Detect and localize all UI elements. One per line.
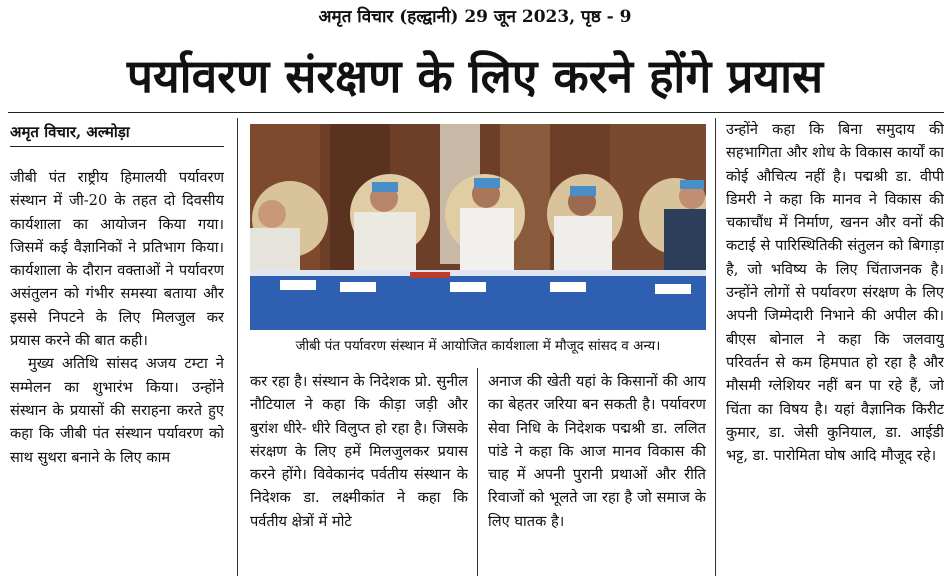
masthead: अमृत विचार (हल्द्वानी) 29 जून 2023, पृष्ठ - 9 [318,7,632,27]
article-paragraph: मुख्य अतिथि सांसद अजय टम्टा ने सम्मेलन का शुभारंभ किया। उन्होंने संस्थान के प्रयासों की सराहना करते हुए कहा कि जीबी पंत संस्थान पर्यावरण को साथ सुथरा बनाने के लिए काम [10,355,224,466]
column-divider-1 [237,118,238,576]
dateline: अमृत विचार, अल्मोड़ा [10,123,130,141]
article-column-2 [250,370,468,576]
dateline-rule [10,146,224,147]
meeting-photo [250,124,706,330]
article-paragraph: कर रहा है। संस्थान के निदेशक प्रो. सुनील नौटियाल ने कहा कि कीड़ा जड़ी और बुरांश धीरे- धीरे विलुप्त हो रहा है। जिसके संरक्षण के लिए हमें मिलजुलकर प्रयास करने होंगे। विवेकानंद पर्वतीय संस्थान के निदेशक डा. लक्ष्मीकांत ने कहा कि पर्वतीय क्षेत्रों में मोटे [250,373,468,530]
article-paragraph: उन्होंने कहा कि बिना समुदाय की सहभागिता और शोध के विकास कार्यों का कोई औचित्य नहीं है। पद्मश्री डा. वीपी डिमरी ने कहा कि मानव ने विकास की चकाचौंध में निर्माण, खनन और वनों की कटाई से पारिस्थितिकी संतुलन को बिगाड़ा है, जो भविष्य के लिए चिंताजनक है। उन्होंने लोगों से पर्यावरण संरक्षण के लिए अपनी जिम्मेदारी निभाने की अपील की। बीएस बोनाल ने कहा कि जलवायु परिवर्तन से कम हिमपात हो रहा है और मौसमी ग्लेशियर नहीं बन पा रहे हैं, जो चिंता का विषय है। यहां वैज्ञानिक किरीट कुमार, डा. जेसी कुनियाल, डा. आईडी भट्ट, डा. पारोमिता घोष आदि मौजूद रहे। [726,121,944,465]
column-divider-2 [477,368,478,576]
article-column-1 [10,166,224,576]
column-divider-3 [715,118,716,576]
photo-caption: जीबी पंत पर्यावरण संस्थान में आयोजित कार्यशाला में मौजूद सांसद व अन्य। [295,338,661,354]
article-paragraph: अनाज की खेती यहां के किसानों की आय का बेहतर जरिया बन सकती है। पर्यावरण सेवा निधि के निदेशक पद्मश्री डा. ललित पांडे ने कहा कि आज मानव विकास की चाह में अपनी पुरानी प्रथाओं और रीति रिवाजों को भूलते जा रहा है जो समाज के लिए घातक है। [488,373,706,530]
article-column-3 [488,370,706,576]
article-paragraph: जीबी पंत राष्ट्रीय हिमालयी पर्यावरण संस्थान में जी-20 के तहत दो दिवसीय कार्यशाला का आयोजन किया गया। जिसमें कई वैज्ञानिकों ने प्रतिभाग किया। कार्यशाला के दौरान वक्ताओं ने पर्यावरण असंतुलन को गंभीर समस्या बताया और इससे निपटने के लिए मिलजुल कर प्रयास करने की बात कही। [10,169,224,350]
headline: पर्यावरण संरक्षण के लिए करने होंगे प्रयास [126,49,824,103]
top-rule [8,112,944,113]
article-column-4 [726,118,944,576]
